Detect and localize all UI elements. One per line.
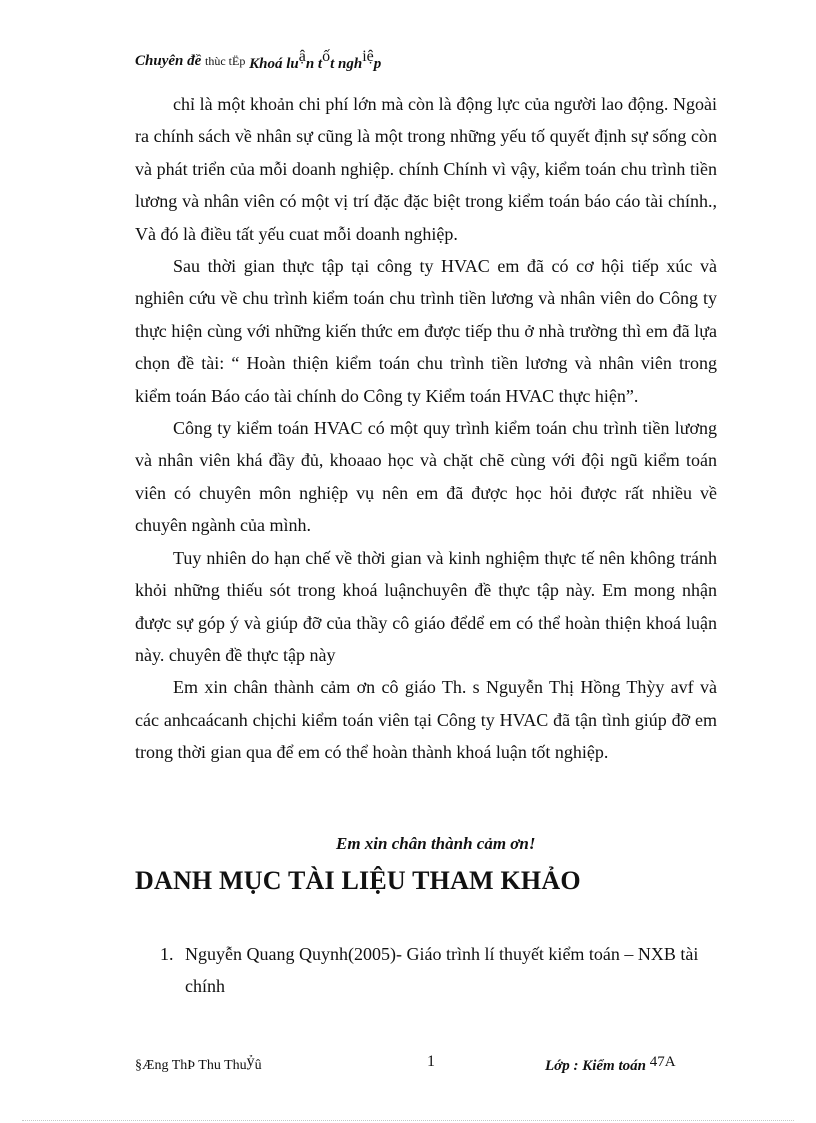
header-text-3: Khoá lu [249,56,299,72]
paragraph: Công ty kiểm toán HVAC có một quy trình kiểm toán chu trình tiền lương và nhân viên khá đầy đủ, khoaao học và chặt chẽ cùng với đội ngũ kiểm toán viên có chuyên môn nghiệp vụ nên em đã được học hỏi được rất nhiều về chuyên ngành của mình. [135,418,717,536]
paragraph: Em xin chân thành cảm ơn cô giáo Th. s Nguyễn Thị Hồng Thỳy avf và các anhcaácanh chịchi kiểm toán viên tại Công ty HVAC đã tận tình giúp đỡ em trong thời gian qua để em có thể hoàn thành khoá luận tốt nghiệp. [135,677,717,763]
page-edge-divider [22,1120,794,1121]
footer-class [545,1054,676,1075]
reference-list [160,938,720,1002]
header-text-8: iệ [362,48,374,65]
paragraph: Sau thời gian thực tập tại công ty HVAC em đã có cơ hội tiếp xúc và nghiên cứu về chu trình kiểm toán chu trình tiền lương và nhân viên do Công ty thực hiện cùng với những kiến thức em được tiếp thu ở nhà trường thì em đã lựa chọn đề tài: “ Hoàn thiện kiểm toán chu trình tiền lương và nhân viên trong kiểm toán Báo cáo tài chính do Công ty Kiểm toán HVAC thực hiện”. [135,256,717,406]
footer-author-glyph: ỷ [246,1053,255,1070]
header-text-7: t ngh [330,56,363,72]
header-text-1: Chuyên đề [135,53,202,69]
page-number: 1 [427,1053,435,1070]
header-text-9: p [373,56,382,72]
reference-number: 1. [160,944,174,964]
footer-author-tail: û [254,1058,262,1073]
footer-author [135,1053,262,1074]
running-header [135,48,735,78]
footer-class-value: 47A [649,1054,676,1070]
footer-class-label: Lớp : Kiểm toán [545,1058,646,1074]
header-text-4: ậ [298,48,306,65]
paragraph: chỉ là một khoản chi phí lớn mà còn là động lực của người lao động. Ngoài ra chính sách về nhân sự cũng là một trong những yếu tố quyết định sự sống còn và phát triển của mỗi doanh nghiệp. chính Chính vì vậy, kiểm toán chu trình tiền lương và nhân viên có một vị trí đặc đặc biệt trong kiểm toán báo cáo tài chính., Và đó là điều tất yếu cuat mỗi doanh nghiệp. [135,94,717,244]
paragraph: Tuy nhiên do hạn chế về thời gian và kinh nghiệm thực tế nên không tránh khỏi những thiếu sót trong khoá luậnchuyên đề thực tập này. Em mong nhận được sự góp ý và giúp đỡ của thầy cô giáo đểdể em có thể hoàn thiện khoá luận này. chuyên đề thực tập này [135,547,717,665]
header-text-6: ố [322,48,331,65]
section-title: DANH MỤC TÀI LIỆU THAM KHẢO [135,866,581,895]
header-text-5: n t [305,56,323,72]
reference-text: Nguyễn Quang Quynh(2005)- Giáo trình lí thuyết kiểm toán – NXB tài chính [185,944,699,996]
list-item [160,938,720,1002]
closing-thanks: Em xin chân thành cảm ơn! [336,834,536,853]
header-text-2: thùc tËp [205,54,246,68]
body-text [135,88,717,769]
footer-author-text: §Æng ThÞ Thu Thu [135,1058,247,1073]
